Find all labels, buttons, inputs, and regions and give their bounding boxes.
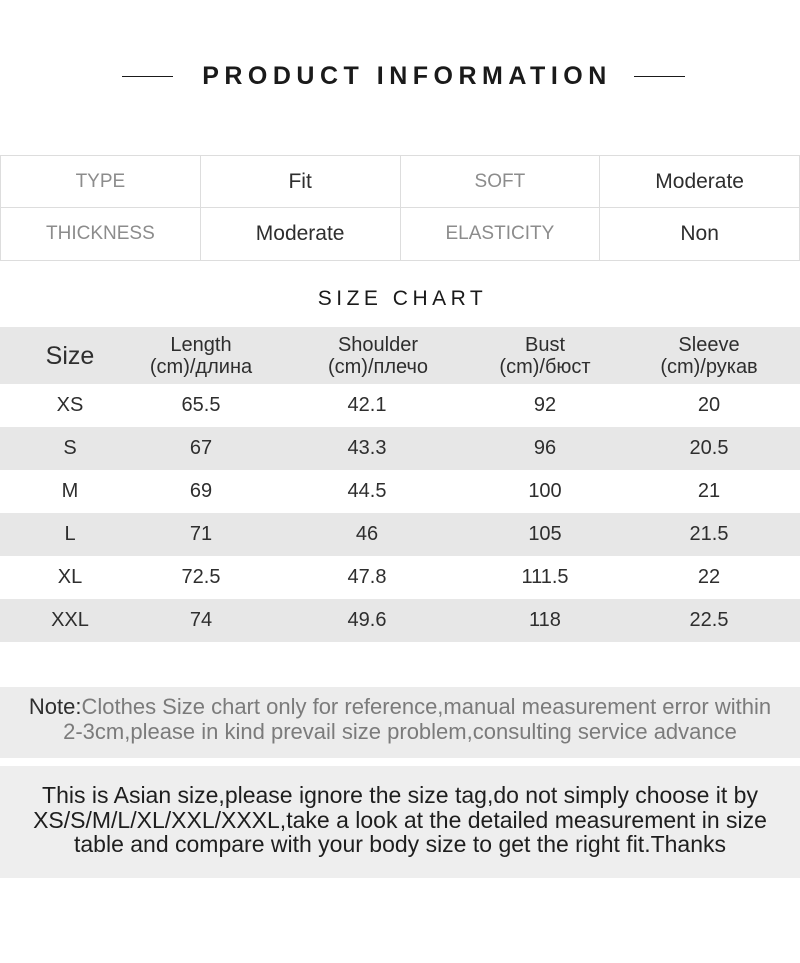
product-info-table (0, 155, 800, 261)
size-chart-title: SIZE CHART (317, 287, 488, 310)
section-header (0, 56, 800, 96)
cell-shoulder: 47.8 (347, 566, 387, 588)
cell-shoulder: 46 (355, 523, 379, 545)
cell-size: M (61, 480, 79, 502)
cell-bust: 118 (529, 609, 561, 631)
attr-label-type: TYPE (1, 156, 201, 208)
cell-length: 67 (189, 437, 213, 459)
column-header-label: Length (170, 333, 232, 356)
cell-sleeve: 20.5 (689, 437, 729, 459)
cell-size: XL (57, 566, 83, 588)
cell-shoulder: 49.6 (347, 609, 387, 631)
cell-length: 65.5 (181, 394, 221, 416)
note-line: 2-3cm,please in kind prevail size problem,consulting service advance (63, 719, 737, 744)
column-header-shoulder (262, 327, 472, 384)
attr-value-soft: Moderate (600, 156, 800, 208)
cell-sleeve: 22.5 (689, 609, 729, 631)
cell-size: XXL (51, 609, 89, 631)
column-header-bust (472, 327, 618, 384)
table-row (0, 427, 800, 470)
attr-value-elasticity: Non (600, 208, 800, 261)
size-advice-box (0, 766, 800, 878)
size-advice-line: This is Asian size,please ignore the size tag,do not simply choose it by (42, 782, 758, 808)
attr-label-thickness: THICKNESS (1, 208, 201, 261)
cell-size: L (64, 523, 76, 545)
table-row (0, 513, 800, 556)
cell-sleeve: 21.5 (689, 523, 729, 545)
attr-value-type: Fit (200, 156, 400, 208)
cell-size: S (63, 437, 77, 459)
note-box (0, 687, 800, 758)
cell-sleeve: 20 (697, 394, 721, 416)
column-header-label: Shoulder (337, 333, 419, 356)
cell-sleeve: 21 (697, 480, 721, 502)
size-chart-table (0, 327, 800, 642)
cell-sleeve: 22 (697, 566, 721, 588)
cell-length: 69 (189, 480, 213, 502)
table-row (0, 470, 800, 513)
cell-size: XS (56, 394, 84, 416)
column-header-label: Sleeve (678, 333, 740, 356)
cell-bust: 105 (528, 523, 562, 545)
column-header-label: Size (45, 341, 95, 370)
column-header-unit: (cm)/рукав (660, 355, 758, 378)
product-info-row (1, 156, 800, 208)
product-info-row (1, 208, 800, 261)
cell-length: 71 (189, 523, 213, 545)
size-advice-line: table and compare with your body size to get the right fit.Thanks (73, 831, 727, 857)
cell-bust: 100 (528, 480, 562, 502)
column-header-size (0, 327, 140, 384)
cell-bust: 92 (533, 394, 557, 416)
cell-length: 74 (189, 609, 213, 631)
note-text: Clothes Size chart only for reference,manual measurement error within (81, 694, 772, 719)
cell-shoulder: 44.5 (347, 480, 387, 502)
cell-bust: 111.5 (521, 566, 569, 588)
note-label: Note: (28, 694, 82, 719)
note-line (0, 694, 800, 719)
column-header-unit: (cm)/бюст (499, 355, 591, 378)
cell-bust: 96 (533, 437, 557, 459)
column-header-label: Bust (524, 333, 566, 356)
size-advice-line: XS/S/M/L/XL/XXL/XXXL,take a look at the detailed measurement in size (33, 806, 767, 833)
column-header-unit: (cm)/длина (149, 355, 253, 378)
attr-label-soft: SOFT (400, 156, 600, 208)
page-title: PRODUCT INFORMATION (202, 62, 612, 90)
column-header-length (140, 327, 262, 384)
attr-value-thickness: Moderate (200, 208, 400, 261)
table-row (0, 556, 800, 599)
title-rule-right (634, 76, 685, 77)
attr-label-elasticity: ELASTICITY (400, 208, 600, 261)
cell-shoulder: 43.3 (347, 437, 387, 459)
table-row (0, 384, 800, 427)
cell-shoulder: 42.1 (347, 394, 387, 416)
size-chart-header-row (0, 327, 800, 384)
column-header-unit: (cm)/плечо (327, 355, 429, 378)
cell-length: 72.5 (181, 566, 221, 588)
table-row (0, 599, 800, 642)
column-header-sleeve (618, 327, 800, 384)
